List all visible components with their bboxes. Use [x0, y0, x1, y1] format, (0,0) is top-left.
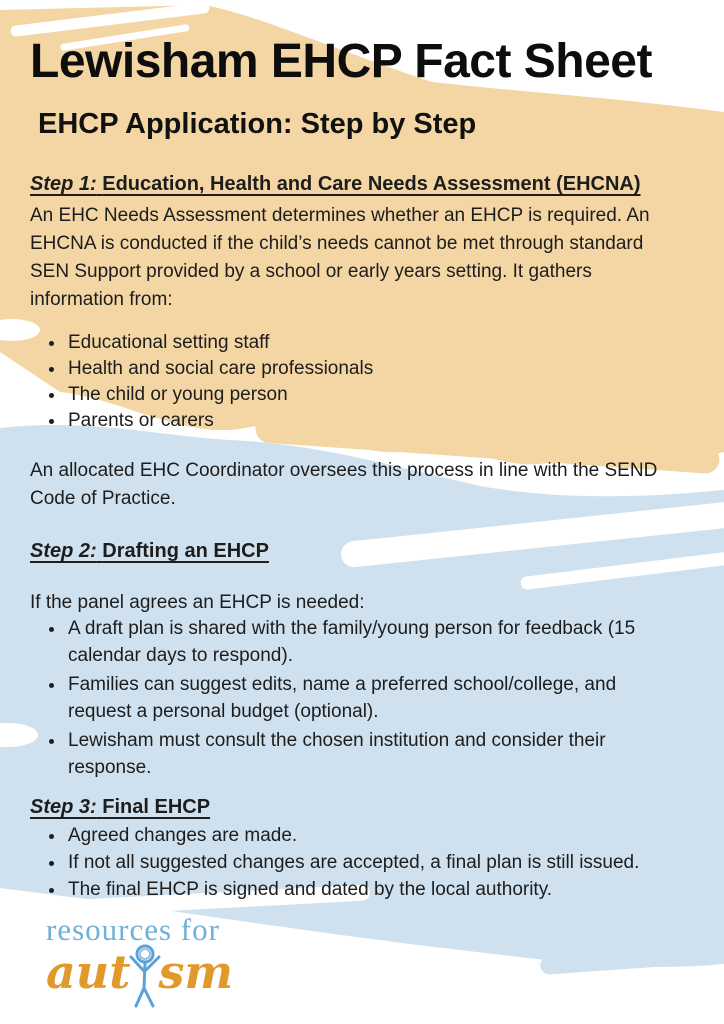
step2-heading	[30, 539, 682, 563]
step2-bullet-list	[30, 615, 682, 781]
logo-word-part1: aut	[46, 945, 131, 999]
logo-word-part2: sm	[158, 945, 234, 999]
step2-label: Step 2:	[30, 540, 97, 562]
step3-label: Step 3:	[30, 796, 97, 818]
page-title: Lewisham EHCP Fact Sheet	[30, 35, 652, 88]
list-item: • Health and social care professionals	[66, 356, 682, 381]
list-item: • If not all suggested changes are accepted, a final plan is still issued.	[66, 850, 682, 876]
step3-bullet-list	[30, 823, 682, 903]
person-icon	[128, 944, 162, 1008]
step1-closing: An allocated EHC Coordinator oversees this process in line with the SEND Code of Practice.	[30, 460, 658, 509]
body-text	[30, 172, 682, 904]
list-item: • A draft plan is shared with the family/young person for feedback (15 calendar days to respond).	[66, 615, 682, 669]
step1-heading-text: Education, Health and Care Needs Assessment (EHCNA)	[102, 173, 641, 195]
list-item: • Agreed changes are made.	[66, 823, 682, 849]
step2-heading-text: Drafting an EHCP	[102, 540, 269, 562]
list-item: • The final EHCP is signed and dated by the local authority.	[66, 877, 682, 903]
list-item: • Families can suggest edits, name a preferred school/college, and request a personal budget (optional).	[66, 671, 682, 725]
resources-for-autism-logo	[46, 914, 233, 1012]
step3-heading-text: Final EHCP	[102, 796, 211, 818]
page-subtitle: EHCP Application: Step by Step	[38, 108, 477, 140]
logo-text-bottom	[46, 945, 234, 1012]
step1-bullet-list	[30, 330, 682, 433]
step1-paragraph: An EHC Needs Assessment determines whether an EHCP is required. An EHCNA is conducted if the child’s needs cannot be met through standard SEN Support provided by a school or early years setting. It gathers information from:	[30, 205, 650, 310]
step2-intro: If the panel agrees an EHCP is needed:	[30, 592, 365, 613]
list-item: • The child or young person	[66, 382, 682, 407]
list-item: • Educational setting staff	[66, 330, 682, 355]
list-item: • Parents or carers	[66, 408, 682, 433]
step1-label: Step 1:	[30, 173, 97, 195]
step3-heading	[30, 795, 682, 819]
list-item: • Lewisham must consult the chosen institution and consider their response.	[66, 727, 682, 781]
logo-text-top: resources for	[46, 912, 220, 947]
step1-heading	[30, 172, 682, 196]
